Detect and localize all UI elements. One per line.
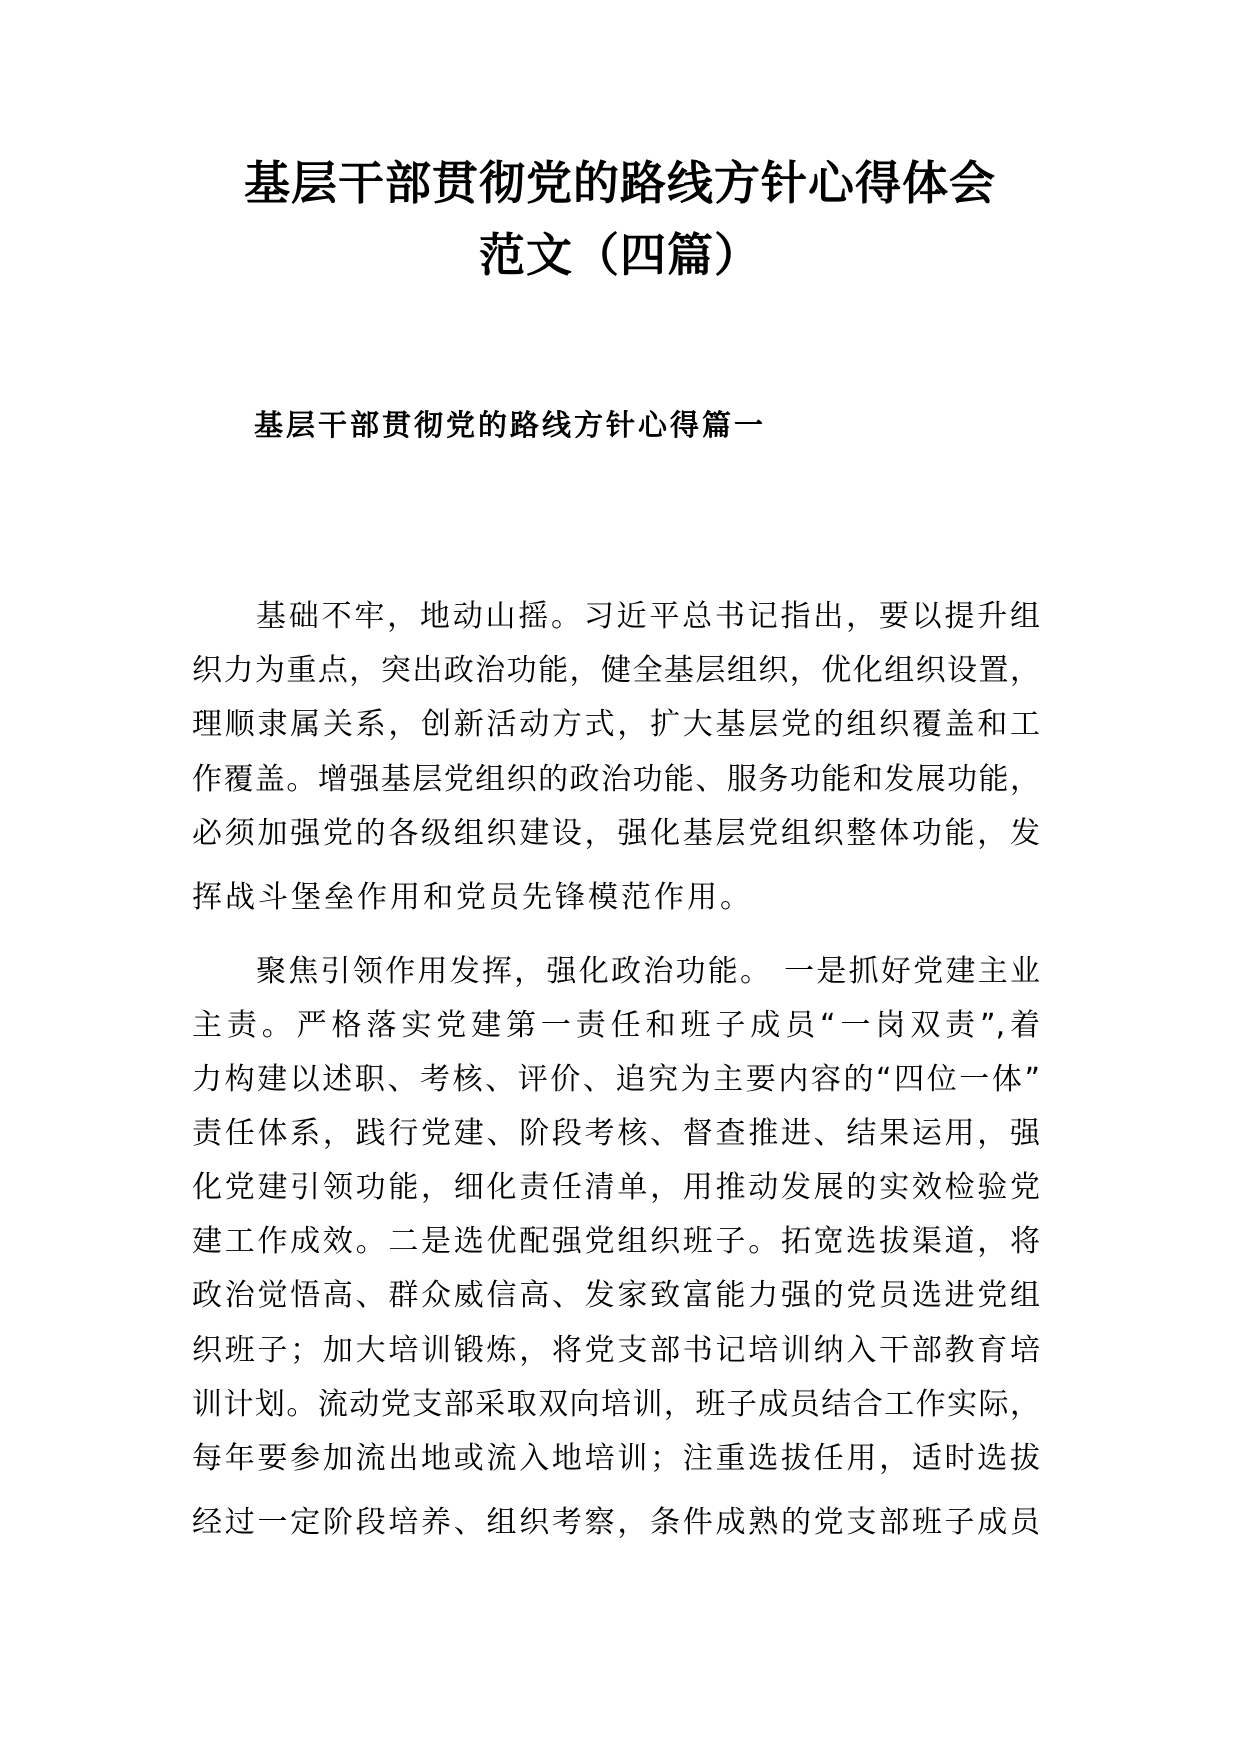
paragraph-2-line: 每年要参加流出地或流入地培训；注重选拔任用，适时选拔	[192, 1441, 1040, 1476]
paragraph-2-line: 建工作成效。二是选优配强党组织班子。拓宽选拔渠道，将	[192, 1224, 1040, 1259]
paragraph-1-line: 挥战斗堡垒作用和党员先锋模范作用。	[192, 880, 753, 915]
paragraph-2-line: 化党建引领功能，细化责任清单，用推动发展的实效检验党	[192, 1170, 1040, 1205]
paragraph-2-line: 经过一定阶段培养、组织考察，条件成熟的党支部班子成员	[192, 1505, 1040, 1540]
section-heading: 基层干部贯彻党的路线方针心得篇一	[254, 408, 767, 442]
paragraph-1-line: 织力为重点，突出政治功能，健全基层组织，优化组织设置，	[192, 653, 1040, 688]
document-title-line-2: 范文（四篇）	[479, 228, 761, 282]
paragraph-2-line: 力构建以述职、考核、评价、追究为主要内容的“四位一体”	[192, 1062, 1040, 1097]
paragraph-2-line: 责任体系，践行党建、阶段考核、督查推进、结果运用，强	[192, 1116, 1040, 1151]
document-title-line-1: 基层干部贯彻党的路线方针心得体会	[244, 156, 996, 210]
paragraph-2-line: 政治觉悟高、群众威信高、发家致富能力强的党员选进党组	[192, 1278, 1040, 1313]
paragraph-2-line: 织班子；加大培训锻炼，将党支部书记培训纳入干部教育培	[192, 1333, 1040, 1368]
paragraph-1-line: 必须加强党的各级组织建设，强化基层党组织整体功能，发	[192, 816, 1040, 851]
paragraph-2-line: 训计划。流动党支部采取双向培训，班子成员结合工作实际，	[192, 1387, 1040, 1422]
paragraph-2-line: 主责。严格落实党建第一责任和班子成员“一岗双责”,着	[192, 1008, 1040, 1043]
paragraph-1-line: 理顺隶属关系，创新活动方式，扩大基层党的组织覆盖和工	[192, 707, 1040, 742]
paragraph-2-line: 聚焦引领作用发挥，强化政治功能。 一是抓好党建主业	[256, 954, 1040, 989]
paragraph-1-line: 基础不牢，地动山摇。习近平总书记指出，要以提升组	[256, 599, 1040, 634]
paragraph-1-line: 作覆盖。增强基层党组织的政治功能、服务功能和发展功能，	[192, 762, 1040, 797]
